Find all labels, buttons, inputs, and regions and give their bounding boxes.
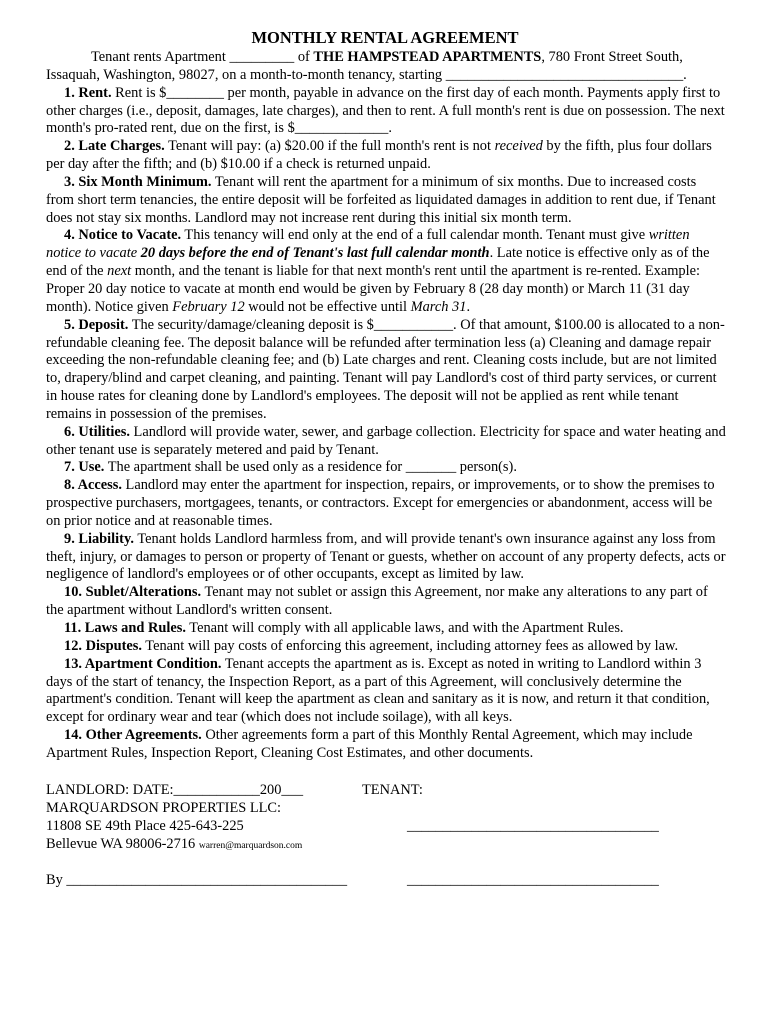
- clause-text: Tenant will pay: (a) $20.00 if the full month's rent is not: [164, 138, 495, 155]
- clause-text: Tenant accepts the apartment as is. Except as noted in writing to Landlord within 3 days of the start of tenancy, the Inspection Report, as a part of this Agreement, will conclusively determine the apartment's condition. Tenant will keep the apartment as clean and sanitary as it is now, and return it that condition, except for ordinary wear and tear (which does not include soilage), with all keys.: [46, 655, 710, 726]
- clause-heading: 4. Notice to Vacate.: [64, 227, 182, 244]
- clause-emphasis: written notice to vacate: [46, 227, 690, 262]
- clause-text: Tenant will comply with all applicable laws, and with the Apartment Rules.: [185, 620, 624, 636]
- clause-text: Landlord may enter the apartment for inspection, repairs, or improvements, or to show the premises to prospective purchasers, mortgagees, tenants, or contractors. Except for emergencies or abandonment, access will be on prior notice and at reasonable times.: [46, 477, 715, 529]
- tenant-signature-line-1: ___________________________________: [407, 818, 659, 834]
- clause-text: The apartment shall be used only as a residence for _______ person(s).: [104, 459, 517, 476]
- clause-text: . Late notice is effective only as of the end of the: [46, 245, 710, 280]
- clause-text: .: [466, 298, 471, 315]
- document-title: MONTHLY RENTAL AGREEMENT: [251, 28, 519, 47]
- clause-text: Rent is $________ per month, payable in advance on the first day of each month. Payments apply first to other charges (i.e., deposit, damages, late charges), and then to rent. A full month's rent is due on possession. The next month's pro-rated rent, due on the first, is $_____________.: [46, 84, 725, 137]
- clause-heading: 6. Utilities.: [64, 423, 130, 440]
- intro-text-2: , 780 Front Street South, Issaquah, Washington, 98027, on a month-to-month tenancy, starting _________________________________.: [46, 49, 687, 83]
- clause-heading: 5. Deposit.: [64, 316, 129, 333]
- clause-heading: 1. Rent.: [64, 84, 112, 101]
- tenant-signature-line-2: ___________________________________: [407, 872, 659, 888]
- clause-deposit: [46, 317, 727, 424]
- clause-use: [46, 459, 727, 477]
- clause-disputes: [46, 638, 727, 656]
- clause-apartment-condition: [46, 656, 727, 727]
- clause-text: Tenant will rent the apartment for a minimum of six months. Due to increased costs from short term tenancies, the entire deposit will be forfeited as liquidated damages in addition to rent due, if Tenant does not stay six months. Landlord may not increase rent during this initial six month term.: [46, 173, 716, 226]
- clause-notice-to-vacate: [46, 227, 727, 316]
- clause-utilities: [46, 424, 727, 460]
- landlord-company: MARQUARDSON PROPERTIES LLC:: [46, 800, 282, 816]
- clause-laws-and-rules: [46, 620, 727, 638]
- agreement-body: [46, 49, 727, 763]
- clause-heading: 3. Six Month Minimum.: [64, 173, 212, 190]
- property-name: THE HAMPSTEAD APARTMENTS: [313, 49, 542, 65]
- clause-text: would not be effective until: [244, 298, 411, 315]
- landlord-date-line: LANDLORD: DATE:____________200___: [46, 782, 304, 798]
- clause-rent: [46, 85, 727, 139]
- tenant-label: TENANT:: [362, 782, 423, 798]
- clause-heading: 10. Sublet/Alterations.: [64, 584, 202, 601]
- landlord-email: warren@marquardson.com: [198, 841, 303, 851]
- clause-other-agreements: [46, 727, 727, 763]
- clause-heading: 13. Apartment Condition.: [64, 655, 222, 672]
- clause-heading: 2. Late Charges.: [64, 138, 165, 155]
- clause-text: This tenancy will end only at the end of a full calendar month. Tenant must give: [181, 227, 649, 244]
- clause-access: [46, 477, 727, 531]
- clause-emphasis: February 12: [172, 298, 245, 315]
- clause-text: Other agreements form a part of this Monthly Rental Agreement, which may include Apartment Rules, Inspection Report, Cleaning Cost Estimates, and other documents.: [46, 727, 693, 761]
- clause-heading: 9. Liability.: [64, 530, 134, 547]
- clause-late-charges: [46, 138, 727, 174]
- clause-text: Tenant will pay costs of enforcing this agreement, including attorney fees as allowed by law.: [141, 637, 679, 654]
- clause-text: month, and the tenant is liable for that next month's rent until the apartment is re-rented. Example: Proper 20 day notice to vacate at month end would be given by February 8 (28 day month) or March 11 (31 day month). Notice given: [46, 263, 700, 315]
- clause-text: Landlord will provide water, sewer, and garbage collection. Electricity for space and water heating and other tenant use is separately metered and paid by Tenant.: [46, 423, 726, 458]
- landlord-by-signature-line: By _______________________________________: [46, 872, 348, 888]
- clause-text: Tenant may not sublet or assign this Agreement, nor make any alterations to any part of the apartment without Landlord's written consent.: [46, 584, 708, 619]
- clause-liability: [46, 531, 727, 585]
- landlord-city-line: [46, 835, 302, 855]
- clause-heading: 7. Use.: [64, 459, 105, 476]
- clause-six-month-minimum: [46, 174, 727, 228]
- clause-text: by the fifth, plus four dollars per day after the fifth; and (b) $10.00 if a check is returned unpaid.: [46, 138, 712, 173]
- clause-heading: 11. Laws and Rules.: [64, 620, 186, 636]
- clause-emphasis: received: [494, 138, 543, 155]
- landlord-city: Bellevue WA 98006-2716: [46, 836, 199, 852]
- intro-text: Tenant rents Apartment _________ of: [91, 49, 314, 65]
- landlord-address: 11808 SE 49th Place 425-643-225: [46, 818, 244, 834]
- intro-paragraph: [46, 49, 727, 85]
- clause-sublet-alterations: [46, 584, 727, 620]
- clause-text: The security/damage/cleaning deposit is $___________. Of that amount, $100.00 is allocated to a non-refundable cleaning fee. The deposit balance will be refunded after termination less (a) Cleaning and damage repair exceeding the non-refundable cleaning fee; and (b) Late charges and rent. Cleaning costs include, but are not limited to, drapery/blind and carpet cleaning, and painting. Tenant will pay Landlord's cost of third party services, or current in house rates for cleaning done by Landlord's employees. The deposit will not be applied as rent while tenant remains in possession of the premises.: [46, 316, 725, 422]
- clause-emphasis: March 31: [410, 298, 467, 315]
- clause-heading: 12. Disputes.: [64, 637, 142, 654]
- clause-strong-emphasis: 20 days before the end of Tenant's last full calendar month: [140, 245, 490, 262]
- clause-text: Tenant holds Landlord harmless from, and will provide tenant's own insurance against any loss from theft, injury, or damages to person or property of Tenant or guests, whether on account of any property defects, acts or negligence of landlord's employees or of other occupants, except as limited by law.: [46, 530, 726, 583]
- clause-heading: 14. Other Agreements.: [64, 727, 202, 744]
- clause-emphasis: next: [107, 263, 132, 280]
- clause-heading: 8. Access.: [64, 477, 122, 494]
